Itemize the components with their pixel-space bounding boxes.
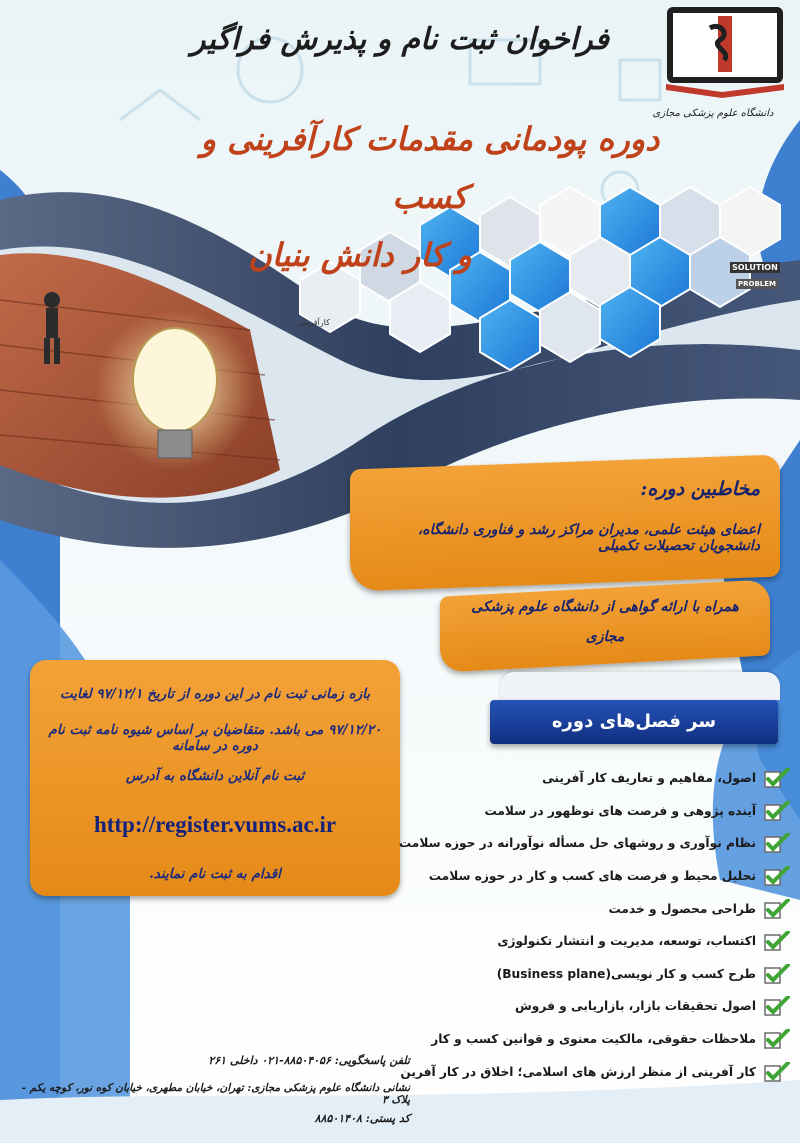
chapter-item bbox=[380, 795, 790, 828]
chapter-item-label: آینده پژوهی و فرصت های نوظهور در سلامت bbox=[484, 803, 756, 818]
university-name: دانشگاه علوم پزشکی مجازی bbox=[652, 108, 774, 119]
registration-line2: ۹۷/۱۲/۲۰ می باشد. متقاضیان بر اساس شیوه نامه ثبت نام دوره در سامانه bbox=[48, 722, 382, 754]
checkmark-icon bbox=[764, 1029, 790, 1049]
checkmark-icon bbox=[764, 964, 790, 984]
chapter-item bbox=[380, 860, 790, 893]
chapter-item-label: تحلیل محیط و فرصت های کسب و کار در حوزه سلامت bbox=[428, 869, 756, 884]
certificate-line1: همراه با ارائه گواهی از دانشگاه علوم پزشکی bbox=[471, 599, 739, 615]
checkmark-icon bbox=[764, 801, 790, 821]
chapter-item bbox=[380, 827, 790, 860]
course-title-line1: دوره پودمانی مقدمات کارآفرینی و کسب bbox=[200, 120, 660, 216]
chapter-item-label: طراحی محصول و خدمت bbox=[608, 901, 756, 916]
audience-title: مخاطبین دوره: bbox=[640, 478, 760, 500]
registration-line4: اقدام به ثبت نام نمایند. bbox=[149, 866, 281, 882]
chapter-item bbox=[380, 925, 790, 958]
certificate-line2: مجازی bbox=[585, 629, 625, 645]
chapter-item-label: اصول تحقیقات بازار، بازاریابی و فروش bbox=[514, 999, 756, 1014]
chapter-item bbox=[380, 762, 790, 795]
course-title bbox=[160, 110, 700, 284]
checkmark-icon bbox=[764, 833, 790, 853]
hero-label-problem: PROBLEM bbox=[738, 280, 777, 288]
registration-url-link[interactable]: http://register.vums.ac.ir bbox=[93, 812, 337, 837]
contact-phone: تلفن پاسخگویی: ۸۸۵۰۴۰۵۶-۰۲۱ داخلی ۲۶۱ bbox=[208, 1054, 410, 1067]
chapter-item-label: اصول، مفاهیم و تعاریف کار آفرینی bbox=[542, 771, 756, 786]
registration-line1: بازه زمانی ثبت نام در این دوره از تاریخ ۹۷/۱۲/۱ لغایت bbox=[59, 686, 371, 702]
hero-label-solution: SOLUTION bbox=[732, 263, 778, 272]
chapters-scroll-top bbox=[500, 672, 780, 700]
certificate-text bbox=[440, 592, 770, 652]
chapters-list bbox=[380, 762, 790, 1088]
chapter-item bbox=[380, 1055, 790, 1088]
call-title: فراخوان ثبت نام و پذیرش فراگیر bbox=[190, 22, 609, 57]
chapter-item bbox=[380, 958, 790, 991]
registration-line3: ثبت نام آنلاین دانشگاه به آدرس bbox=[125, 768, 305, 784]
chapter-item-label: ملاحظات حقوقی، مالکیت معنوی و قوانین کسب و کار bbox=[431, 1032, 756, 1047]
checkmark-icon bbox=[764, 768, 790, 788]
contact-address: نشانی دانشگاه علوم پزشکی مجازی: تهران، خیابان مطهری، خیابان کوه نور، کوچه یکم - پلاک ۳ bbox=[21, 1082, 410, 1106]
chapter-item bbox=[380, 990, 790, 1023]
checkmark-icon bbox=[764, 899, 790, 919]
checkmark-icon bbox=[764, 866, 790, 886]
checkmark-icon bbox=[764, 996, 790, 1016]
checkmark-icon bbox=[764, 931, 790, 951]
hero-label-entrepreneurship: کارآفرینی bbox=[298, 318, 330, 327]
chapter-item-label: نظام نوآوری و روشهای حل مسأله نوآورانه در حوزه سلامت bbox=[398, 836, 756, 851]
chapter-item-label: طرح کسب و کار نویسی(Business plane) bbox=[496, 966, 756, 981]
audience-body: اعضای هیئت علمی، مدیران مراکز رشد و فناوری دانشگاه، دانشجویان تحصیلات تکمیلی bbox=[417, 522, 760, 554]
chapter-item-label: کار آفرینی از منظر ارزش های اسلامی؛ اخلاق در کار آفرین bbox=[400, 1064, 756, 1079]
course-title-line2: و کار دانش بنیان bbox=[248, 236, 472, 274]
chapter-item bbox=[380, 1023, 790, 1056]
chapters-title: سر فصل‌های دوره bbox=[490, 700, 778, 744]
chapter-item-label: اکتساب، توسعه، مدیریت و انتشار تکنولوژی bbox=[497, 934, 756, 949]
chapter-item bbox=[380, 892, 790, 925]
checkmark-icon bbox=[764, 1062, 790, 1082]
contact-postal-code: کد پستی: ۸۸۵۰۱۴۰۸ bbox=[314, 1112, 410, 1125]
